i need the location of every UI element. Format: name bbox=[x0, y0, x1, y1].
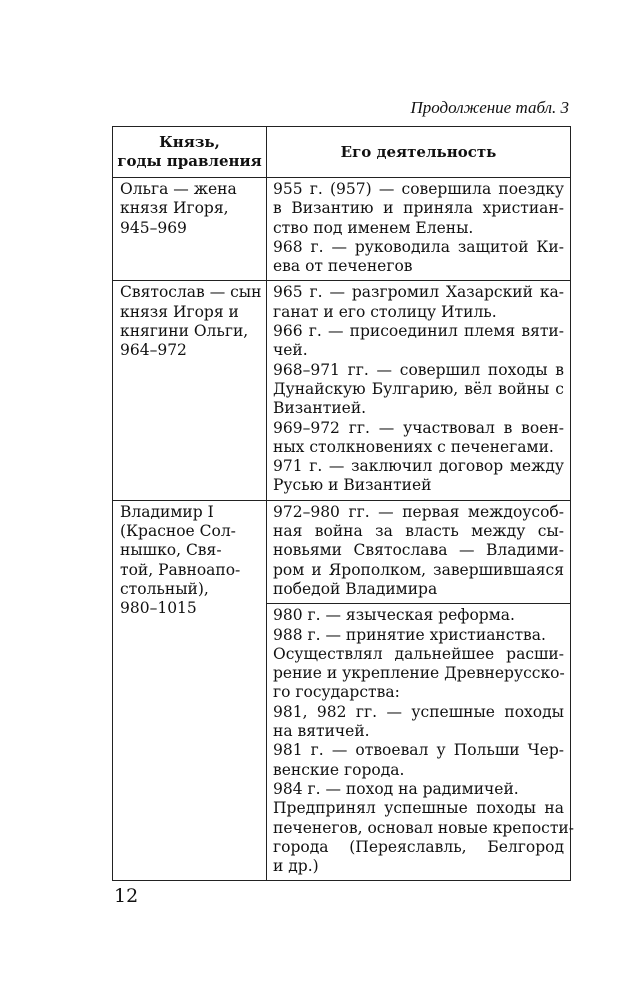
prince-line: князя Игоря, bbox=[120, 199, 229, 218]
history-table bbox=[112, 126, 574, 881]
activity-line: города (Переяславль, Белгород bbox=[273, 837, 564, 856]
prince-line: 980–1015 bbox=[120, 599, 197, 618]
activity-line: Предпринял успешные походы на bbox=[273, 799, 564, 818]
prince-cell bbox=[113, 178, 267, 281]
activity-line: го государства: bbox=[273, 683, 400, 702]
activity-line: ная война за власть между сы- bbox=[273, 522, 564, 541]
activity-line: 968 г. — руководила защитой Ки- bbox=[273, 237, 564, 256]
prince-line: князя Игоря и bbox=[120, 302, 239, 321]
activity-line: победой Владимира bbox=[273, 579, 438, 598]
activity-line: в Византию и приняла христиан- bbox=[273, 199, 564, 218]
prince-line: той, Равноапо- bbox=[120, 560, 241, 579]
activity-line: ство под именем Елены. bbox=[273, 218, 474, 237]
table-row bbox=[113, 281, 571, 500]
activity-line: 981 г. — отвоевал у Польши Чер- bbox=[273, 741, 564, 760]
activity-line: 981, 982 гг. — успешные походы bbox=[273, 702, 564, 721]
activity-line: Осуществлял дальнейшее расши- bbox=[273, 644, 564, 663]
activity-line: Византией. bbox=[273, 399, 367, 418]
activity-line: венские города. bbox=[273, 760, 405, 779]
activity-line: 955 г. (957) — совершила поездку bbox=[273, 180, 564, 198]
header-prince-line: Князь, bbox=[159, 133, 220, 151]
prince-line: княгини Ольги, bbox=[120, 322, 249, 341]
prince-cell bbox=[113, 500, 267, 881]
header-prince-line: годы правления bbox=[117, 152, 262, 170]
activity-line: Русью и Византией bbox=[273, 476, 432, 495]
prince-line: нышко, Свя- bbox=[120, 541, 222, 560]
table-row bbox=[113, 178, 571, 281]
activity-cell bbox=[267, 500, 571, 603]
activity-line: ром и Ярополком, завершившаяся bbox=[273, 560, 564, 579]
prince-line: Владимир I bbox=[120, 502, 214, 521]
activity-line: рение и укрепление Древнерусско- bbox=[273, 664, 565, 683]
activity-line: 966 г. — присоединил племя вяти- bbox=[273, 322, 564, 341]
activity-line: Дунайскую Булгарию, вёл войны с bbox=[273, 379, 564, 398]
activity-line: на вятичей. bbox=[273, 722, 370, 741]
prince-line: 964–972 bbox=[120, 341, 187, 360]
activity-line: и др.) bbox=[273, 857, 319, 876]
prince-line: стольный), bbox=[120, 579, 209, 598]
prince-line: 945–969 bbox=[120, 218, 187, 237]
activity-cell bbox=[267, 281, 571, 500]
prince-line: (Красное Сол- bbox=[120, 522, 236, 541]
activity-cell bbox=[267, 178, 571, 281]
header-prince bbox=[113, 127, 267, 178]
activity-line: 988 г. — принятие христианства. bbox=[273, 625, 546, 644]
activity-line: 980 г. — языческая реформа. bbox=[273, 606, 515, 625]
activity-line: ных столкновениях с печенегами. bbox=[273, 437, 554, 456]
prince-line: Святослав — сын bbox=[120, 283, 262, 302]
header-activity: Его деятельность bbox=[267, 127, 571, 178]
activity-line: 968–971 гг. — совершил походы в bbox=[273, 360, 564, 379]
table-continuation-caption: Продолжение табл. 3 bbox=[410, 98, 569, 117]
activity-line: 984 г. — поход на радимичей. bbox=[273, 779, 519, 798]
activity-line: новьями Святослава — Владими- bbox=[273, 541, 564, 560]
activity-line: 972–980 гг. — первая междоусоб- bbox=[273, 502, 564, 521]
activity-line: ева от печенегов bbox=[273, 257, 413, 276]
prince-line: Ольга — жена bbox=[120, 180, 237, 198]
activity-line: печенегов, основал новые крепости- bbox=[273, 818, 574, 837]
activity-line: 969–972 гг. — участвовал в воен- bbox=[273, 418, 564, 437]
table-row bbox=[113, 500, 571, 603]
prince-cell bbox=[113, 281, 267, 500]
activity-line: чей. bbox=[273, 341, 308, 360]
activity-line: 971 г. — заключил договор между bbox=[273, 457, 564, 476]
activity-line: ганат и его столицу Итиль. bbox=[273, 302, 497, 321]
activity-cell bbox=[267, 604, 574, 881]
table-header-row bbox=[113, 127, 571, 178]
activity-line: 965 г. — разгромил Хазарский ка- bbox=[273, 283, 564, 302]
page-number: 12 bbox=[114, 885, 139, 907]
